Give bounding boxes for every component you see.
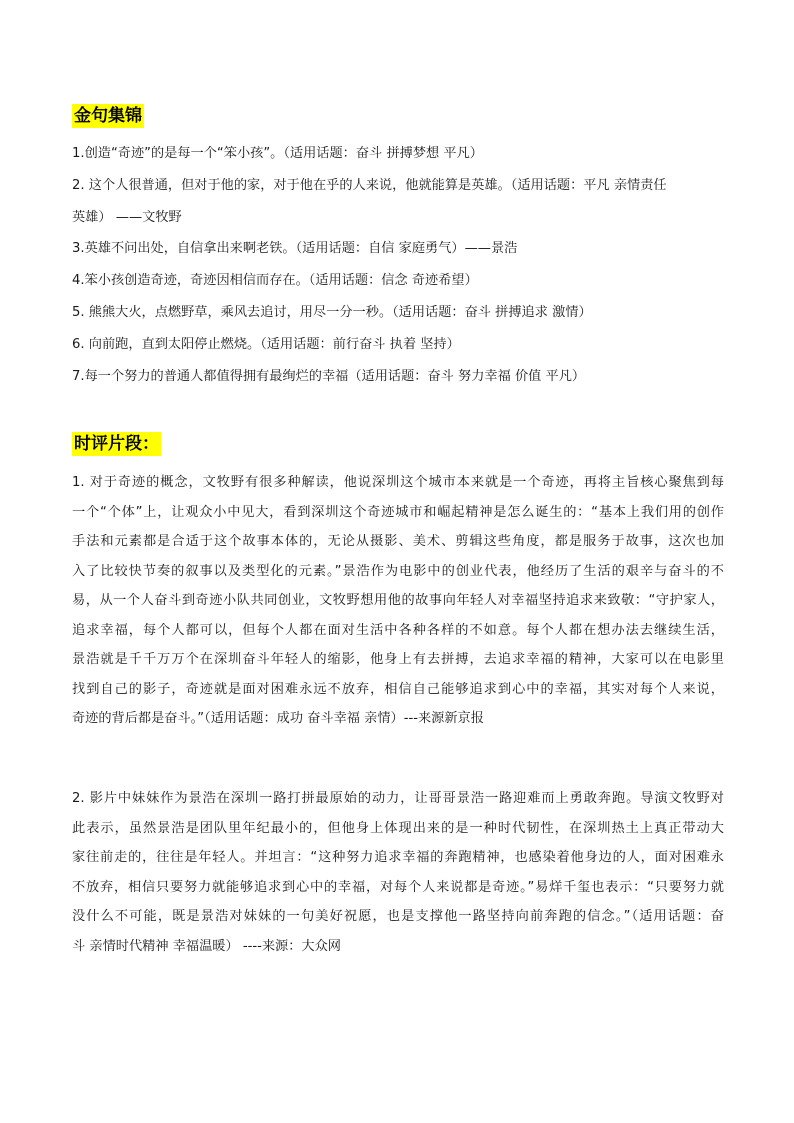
commentary-2-line: 此表示，虽然景浩是团队里年纪最小的，但他身上体现出来的是一种时代韧性，在深圳热土上真正带动大 — [72, 821, 724, 836]
quote-line: 1.创造“奇迹”的是每一个“笨小孩”。（适用话题：奋斗 拼搏梦想 平凡） — [72, 146, 483, 161]
commentary-1-line: 奇迹的背后都是奋斗。”（适用话题：成功 奋斗幸福 亲情）---来源新京报 — [72, 711, 484, 726]
commentary-2-line: 没什么不可能，既是景浩对妹妹的一句美好祝愿，也是支撑他一路坚持向前奔跑的信念。”（适用话题：奋 — [72, 909, 724, 924]
commentary-1-line: 入了比较快节奏的叙事以及类型化的元素。”景浩作为电影中的创业代表，他经历了生活的艰辛与奋斗的不 — [72, 564, 724, 579]
commentary-1-line: 1. 对于奇迹的概念，文牧野有很多种解读，他说深圳这个城市本来就是一个奇迹，再将主旨核心聚焦到每 — [72, 475, 724, 490]
commentary-2-line: 斗 亲情时代精神 幸福温暖） ----来源：大众网 — [72, 939, 341, 954]
commentary-1-line: 一个“个体”上，让观众小中见大，看到深圳这个奇迹城市和崛起精神是怎么诞生的：“基本上我们用的创作 — [72, 505, 724, 520]
commentary-2-line: 家往前走的，往往是年轻人。并坦言：“这种努力追求幸福的奔跑精神，也感染着他身边的人，面对困难永 — [72, 850, 724, 865]
quote-line: 7.每一个努力的普通人都值得拥有最绚烂的幸福（适用话题：奋斗 努力幸福 价值 平凡） — [72, 369, 586, 384]
commentary-2-line: 不放弃，相信只要努力就能够追求到心中的幸福，对每个人来说都是奇迹。”易烊千玺也表示：“只要努力就 — [72, 880, 724, 895]
commentary-1-line: 手法和元素都是合适于这个故事本体的，无论从摄影、美术、剪辑这些角度，都是服务于故事，这次也加 — [72, 534, 724, 549]
quote-line: 5. 熊熊大火，点燃野草，乘风去追讨，用尽一分一秒。（适用话题：奋斗 拼搏追求 激情） — [72, 305, 592, 320]
commentary-1-line: 找到自己的影子，奇迹就是面对困难永远不放弃，相信自己能够追求到心中的幸福，其实对每个人来说， — [72, 682, 724, 697]
commentary-1-line: 景浩就是千千万万个在深圳奋斗年轻人的缩影，他身上有去拼搏，去追求幸福的精神，大家可以在电影里 — [72, 652, 724, 667]
quote-line: 2. 这个人很普通，但对于他的家，对于他在乎的人来说，他就能算是英雄。（适用话题：平凡 亲情责任 — [72, 178, 667, 193]
quote-line: 4.笨小孩创造奇迹，奇迹因相信而存在。（适用话题：信念 奇迹希望） — [72, 273, 478, 288]
section-heading-commentary: 时评片段： — [74, 434, 159, 454]
quote-line: 3.英雄不问出处，自信拿出来啊老铁。（适用话题：自信 家庭勇气）——景浩 — [72, 241, 518, 256]
commentary-1-line: 易，从一个人奋斗到奇迹小队共同创业，文牧野想用他的故事向年轻人对幸福坚持追求来致敬：“守护家人， — [72, 593, 724, 608]
quote-line: 英雄） ——文牧野 — [72, 210, 182, 225]
quote-line: 6. 向前跑，直到太阳停止燃烧。（适用话题：前行奋斗 执着 坚持） — [72, 337, 460, 352]
commentary-1-line: 追求幸福，每个人都可以，但每个人都在面对生活中各种各样的不如意。每个人都在想办法去继续生活， — [72, 623, 724, 638]
section-heading-quotes: 金句集锦 — [74, 106, 142, 126]
commentary-2-line: 2. 影片中妹妹作为景浩在深圳一路打拼最原始的动力，让哥哥景浩一路迎难而上勇敢奔跑。导演文牧野对 — [72, 791, 724, 806]
